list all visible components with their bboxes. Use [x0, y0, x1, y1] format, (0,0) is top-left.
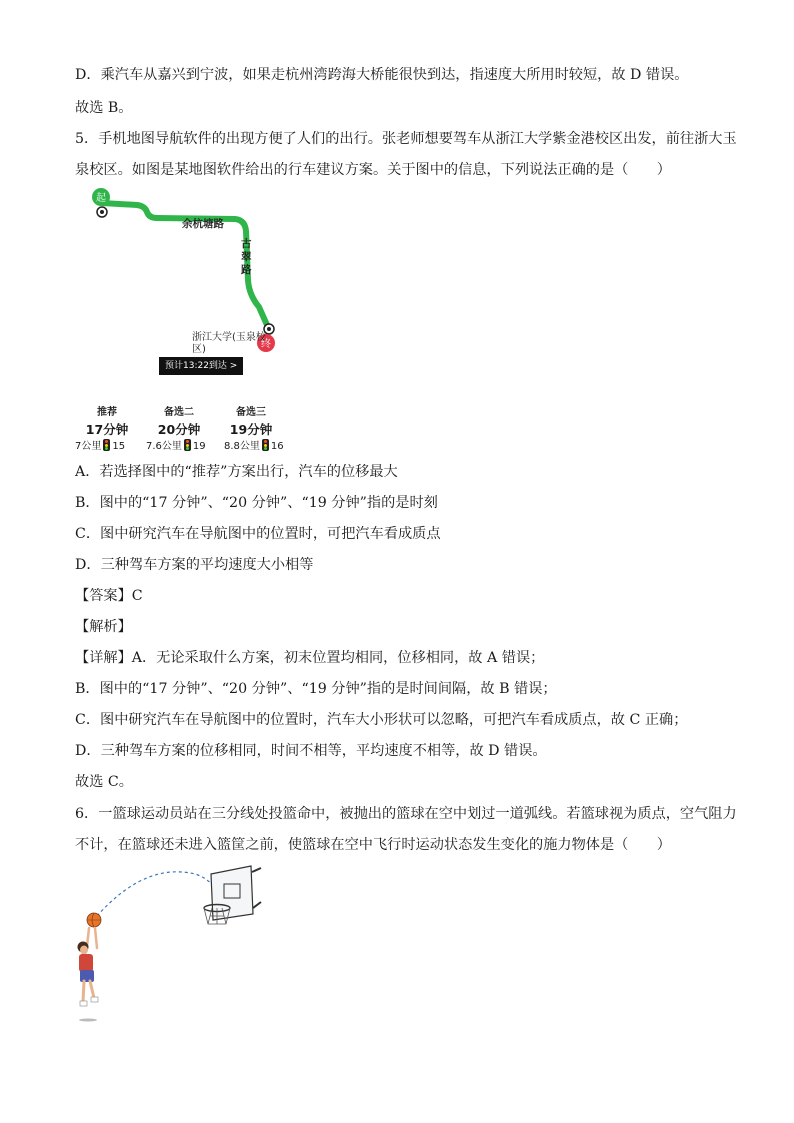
destination-label: 浙江大学(玉泉校区): [192, 332, 266, 355]
option-lights: 15: [112, 441, 126, 452]
option-stats: [146, 437, 206, 452]
explanation-line: 【详解】A．无论采取什么方案，初末位置均相同，位移相同，故 A 错误；: [75, 650, 545, 666]
text-line: 故选 C。: [75, 774, 133, 790]
explanation-line: B．图中的“17 分钟”、“20 分钟”、“19 分钟”指的是时间间隔，故 B 错误；: [75, 681, 557, 697]
option-distance: 7.6公里: [146, 441, 182, 452]
option-stats: [75, 437, 125, 452]
option-name: 备选三: [236, 407, 266, 418]
explanation-line: C．图中研究汽车在导航图中的位置时，汽车大小形状可以忽略，可把汽车看成质点，故 C 正确；: [75, 712, 688, 728]
option-time: 19分钟: [229, 422, 273, 437]
basketball-shot-figure: [75, 862, 275, 1022]
player-shadow: [79, 1019, 97, 1022]
text-line: 故选 B。: [75, 100, 133, 116]
option-name: 备选二: [164, 407, 194, 418]
traffic-light-icon: [262, 439, 269, 451]
explanation-line: D．三种驾车方案的位移相同，时间不相等，平均速度不相等，故 D 错误。: [75, 743, 547, 759]
option-distance: 7公里: [75, 441, 102, 452]
option-lights: 16: [270, 441, 284, 452]
question-6-text: 不计，在篮球还未进入篮筐之前，使篮球在空中飞行时运动状态发生变化的施力物体是（ ）: [75, 837, 671, 853]
option-time: 17分钟: [85, 422, 129, 437]
navigation-map-figure: [75, 185, 315, 457]
text-line: D．乘汽车从嘉兴到宁波，如果走杭州湾跨海大桥能很快到达，指速度大所用时较短，故 D 错误。: [75, 67, 689, 83]
option-d: D．三种驾车方案的平均速度大小相等: [75, 557, 314, 573]
option-lights: 19: [192, 441, 206, 452]
route-option-2[interactable]: [147, 403, 211, 438]
option-name: 推荐: [97, 407, 117, 418]
option-time: 20分钟: [157, 422, 201, 437]
road-label-gucui: 古 翠 路: [241, 238, 252, 276]
traffic-light-icon: [103, 439, 110, 451]
question-5-text: 5．手机地图导航软件的出现方便了人们的出行。张老师想要驾车从浙江大学紫金港校区出发，前往浙大玉: [75, 131, 737, 147]
analysis-label: 【解析】: [75, 619, 132, 635]
end-marker-text: 终: [261, 339, 271, 350]
option-c: C．图中研究汽车在导航图中的位置时，可把汽车看成质点: [75, 526, 441, 542]
eta-button[interactable]: 预计13:22到达 >: [159, 357, 243, 375]
traffic-light-icon: [184, 439, 191, 451]
route-option-recommended[interactable]: [75, 403, 139, 438]
road-label-yuhangtang: 余杭塘路: [182, 218, 224, 230]
option-stats: [224, 437, 284, 452]
option-a: A．若选择图中的“推荐”方案出行，汽车的位移最大: [75, 464, 398, 480]
player-jersey-icon: [79, 954, 93, 972]
question-6-text: 6．一篮球运动员站在三分线处投篮命中，被抛出的篮球在空中划过一道弧线。若篮球视为质点，空气阻力: [75, 806, 737, 822]
answer-label: 【答案】C: [75, 588, 143, 604]
option-distance: 8.8公里: [224, 441, 260, 452]
start-marker-text: 起: [96, 193, 106, 204]
question-5-text: 泉校区。如图是某地图软件给出的行车建议方案。关于图中的信息，下列说法正确的是（ ）: [75, 162, 671, 178]
player-shorts-icon: [80, 970, 94, 982]
route-option-3[interactable]: [219, 403, 283, 438]
option-b: B．图中的“17 分钟”、“20 分钟”、“19 分钟”指的是时刻: [75, 495, 438, 511]
